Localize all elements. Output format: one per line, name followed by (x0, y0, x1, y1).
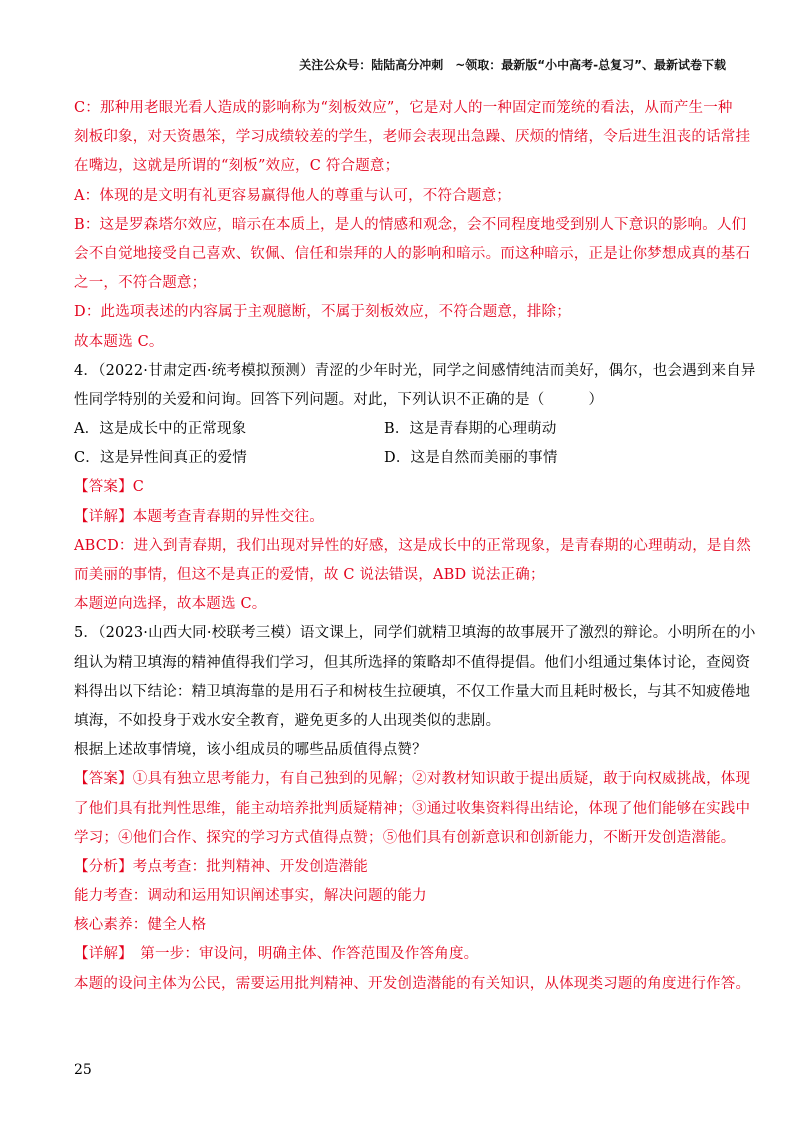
option-c: C．这是异性间真正的爱情 (74, 450, 247, 467)
text-line: 本题逆向选择，故本题选 C。 (74, 596, 267, 613)
page-content (74, 94, 756, 999)
options-row (74, 444, 730, 473)
text-line: ABCD：进入到青春期，我们出现对异性的好感，这是成长中的正常现象，是青春期的心理萌动，是自然 (74, 537, 752, 554)
page-header: 关注公众号：陆陆高分冲刺 ~领取：最新版“小中高考-总复习”、最新试卷下载 (299, 58, 726, 72)
answer-line: 【答案】C (74, 479, 145, 496)
text-line: C：那种用老眼光看人造成的影响称为“刻板效应”，它是对人的一种固定而笼统的看法，从而产生一种 (74, 100, 733, 116)
text-line: 能力考查：调动和运用知识阐述事实，解决问题的能力 (74, 888, 427, 905)
options-row (74, 415, 730, 444)
text-line: A：体现的是文明有礼更容易赢得他人的尊重与认可，不符合题意； (74, 187, 511, 204)
text-line: 本题的设问主体为公民，需要运用批判精神、开发创造潜能的有关知识，从体现类习题的角度进行作答。 (74, 975, 751, 992)
question-5-stem: 组认为精卫填海的精神值得我们学习，但其所选择的策略却不值得提倡。他们小组通过集体讨论，查阅资 (74, 654, 751, 671)
question-5-stem: 5．（2023·山西大同·校联考三模）语文课上，同学们就精卫填海的故事展开了激烈的辩论。小明所在的小 (74, 625, 756, 642)
text-line: 学习；④他们合作、探究的学习方式值得点赞；⑤他们具有创新意识和创新能力，不断开发创造潜能。 (74, 829, 736, 846)
question-4-stem: 4．（2022·甘肃定西·统考模拟预测）青涩的少年时光，同学之间感情纯洁而美好，偶尔，也会遇到来自异 (74, 362, 756, 379)
option-b: B．这是青春期的心理萌动 (384, 421, 557, 438)
option-d: D．这是自然而美丽的事情 (384, 450, 558, 467)
text-line: B：这是罗森塔尔效应，暗示在本质上，是人的情感和观念，会不同程度地受到别人下意识的影响。人们 (74, 216, 747, 233)
answer-line: 【答案】①具有独立思考能力，有自己独到的见解；②对教材知识敢于提出质疑，敢于向权威挑战，体现 (74, 771, 751, 788)
text-line: 会不自觉地接受自己喜欢、钦佩、信任和崇拜的人的影响和暗示。而这种暗示，正是让你梦想成真的基石 (74, 245, 751, 262)
question-5-stem: 料得出以下结论：精卫填海靠的是用石子和树枝生拉硬填，不仅工作量大而且耗时极长，与其不知疲倦地 (74, 683, 751, 700)
text-line: 故本题选 C。 (74, 333, 164, 350)
question-5-prompt: 根据上述故事情境，该小组成员的哪些品质值得点赞？ (74, 742, 427, 759)
question-4-stem: 性同学特别的关爱和问询。回答下列问题。对此，下列认识不正确的是（ ） (74, 391, 604, 408)
text-line: 【详解】本题考查青春期的异性交往。 (74, 508, 324, 525)
text-line: 而美丽的事情，但这不是真正的爱情，故 C 说法错误，ABD 说法正确； (74, 567, 545, 583)
text-line: 在嘴边，这就是所谓的“刻板”效应，C 符合题意； (74, 158, 400, 175)
detail-line: 【详解】 第一步：审设问，明确主体、作答范围及作答角度。 (74, 946, 479, 963)
option-a: A．这是成长中的正常现象 (74, 421, 247, 438)
question-5-stem: 填海，不如投身于戏水安全教育，避免更多的人出现类似的悲剧。 (74, 712, 501, 729)
page-number: 25 (74, 1062, 92, 1078)
text-line: 之一，不符合题意； (74, 275, 207, 292)
text-line: D：此选项表述的内容属于主观臆断，不属于刻板效应，不符合题意，排除； (74, 304, 571, 321)
text-line: 了他们具有批判性思维，能主动培养批判质疑精神；③通过收集资料得出结论，体现了他们能够在实践中 (74, 800, 751, 817)
analysis-line: 【分析】考点考查：批判精神、开发创造潜能 (74, 858, 368, 875)
text-line: 核心素养：健全人格 (74, 917, 207, 934)
text-line: 刻板印象，对天资愚笨，学习成绩较差的学生，老师会表现出急躁、厌烦的情绪，令后进生沮丧的话常挂 (74, 129, 751, 146)
